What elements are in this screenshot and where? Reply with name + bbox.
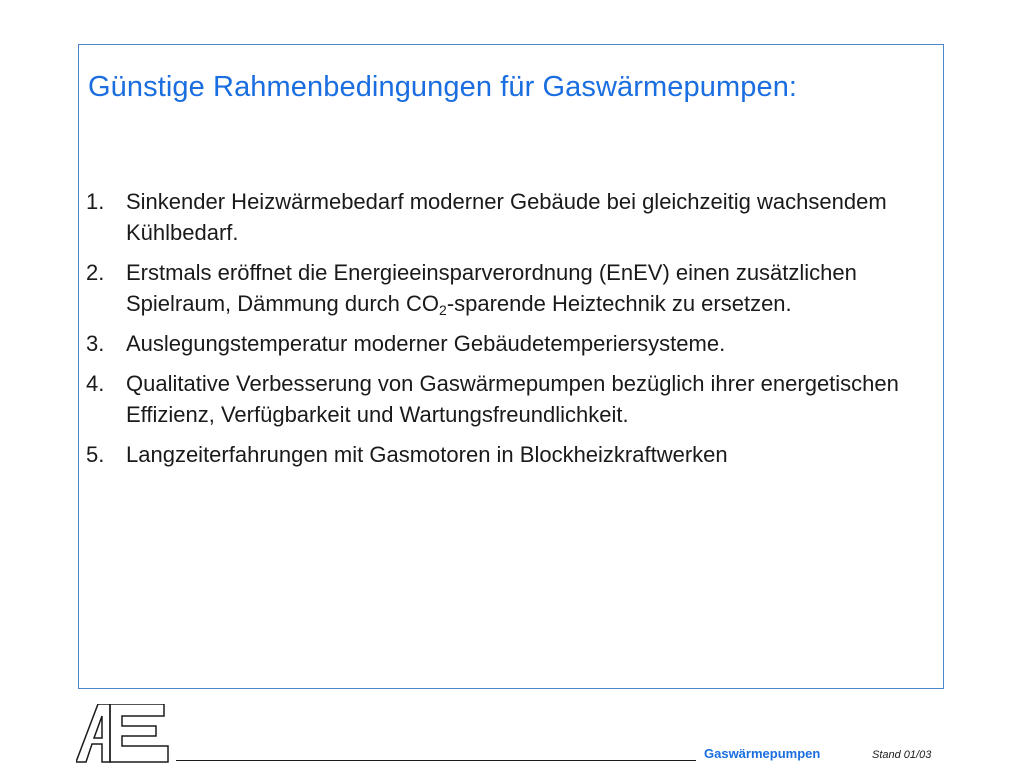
list-item-text: Langzeiterfahrungen mit Gasmotoren in Blockheizkraftwerken (126, 442, 728, 467)
list-item-text: Auslegungstemperatur moderner Gebäudetemperiersysteme. (126, 331, 726, 356)
list-item-number: 1. (86, 189, 105, 214)
list-item-text: Qualitative Verbesserung von Gaswärmepumpen bezüglich ihrer energetischen Effizienz, Verfügbarkeit und Wartungsfreundlichkeit. (126, 371, 899, 427)
list-item-number: 2. (86, 260, 105, 285)
list-item-text-part: Erstmals eröffnet die Energieeinsparverordnung (EnEV) einen zusätzlichen Spielraum, Dämmung durch CO (126, 260, 857, 316)
list-item (86, 368, 916, 430)
list-item-text (126, 260, 857, 316)
list-item (86, 257, 916, 319)
footer-date-stamp: Stand 01/03 (872, 749, 932, 761)
footer-topic: Gaswärmepumpen (704, 746, 821, 761)
list-item (86, 328, 916, 359)
ae-logo-icon (76, 704, 176, 764)
list-item-text: Sinkender Heizwärmebedarf moderner Gebäude bei gleichzeitig wachsendem Kühlbedarf. (126, 189, 887, 245)
list-item (86, 439, 916, 470)
list-item-number: 5. (86, 442, 105, 467)
list-item-text-part: -sparende Heiztechnik zu ersetzen. (446, 291, 792, 316)
subscript-2: 2 (439, 302, 447, 318)
list-item (86, 186, 916, 248)
slide-title: Günstige Rahmenbedingungen für Gaswärmepumpen: (88, 71, 798, 103)
footer-divider (176, 760, 696, 761)
point-list (86, 186, 916, 479)
list-item-number: 4. (86, 371, 105, 396)
list-item-number: 3. (86, 331, 105, 356)
